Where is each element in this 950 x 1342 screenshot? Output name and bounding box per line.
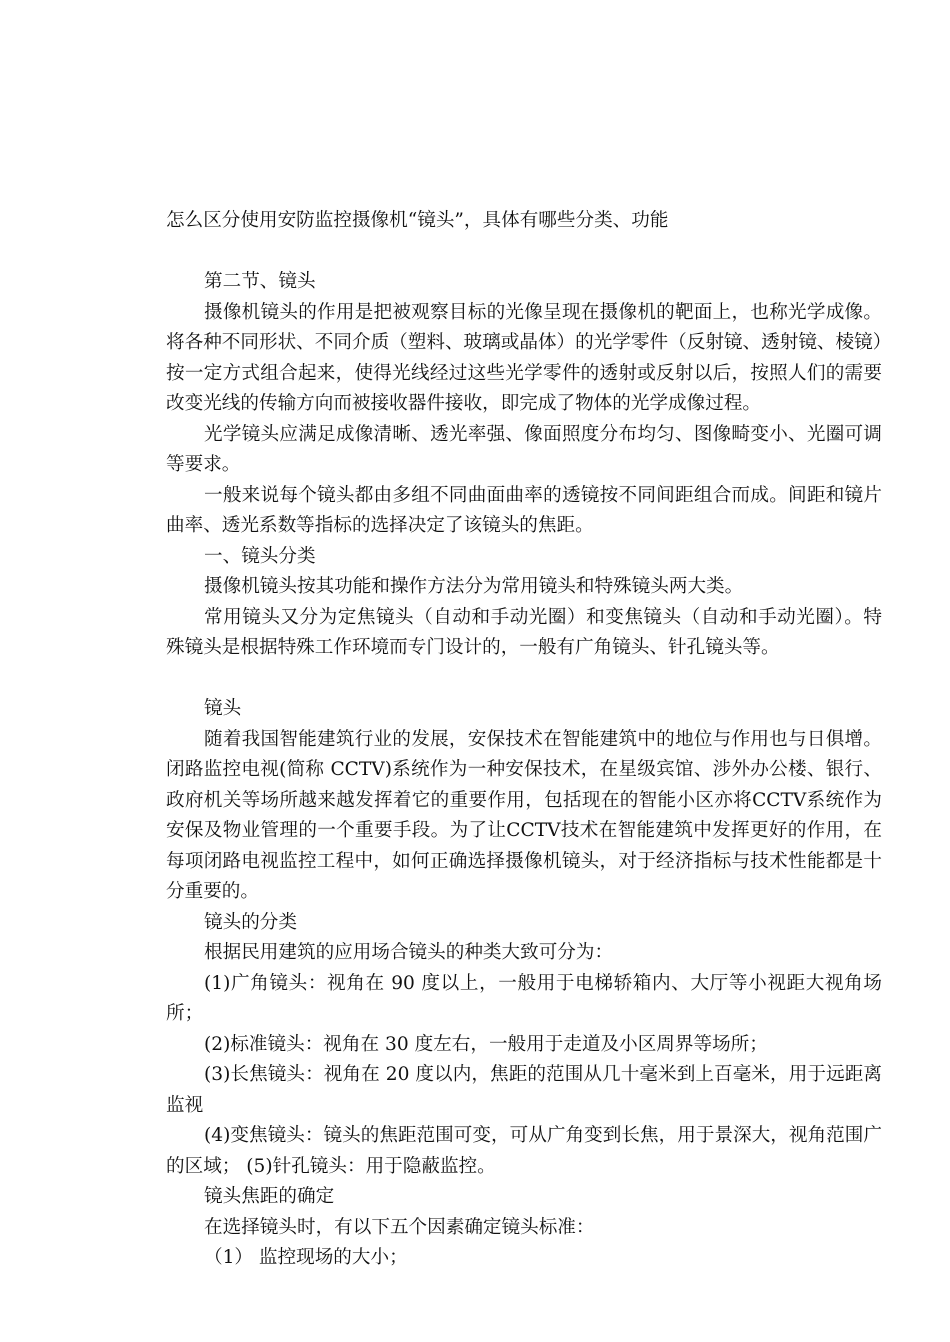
lens-type-standard: (2)标准镜头：视角在 30 度左右，一般用于走道及小区周界等场所； [204, 1033, 768, 1055]
section2-paragraph-3: 一般来说每个镜头都由多组不同曲面曲率的透镜按不同间距组合而成。间距和镜片曲率、透光系数等指标的选择决定了该镜头的焦距。 [166, 484, 882, 536]
classification-paragraph-1: 摄像机镜头按其功能和操作方法分为常用镜头和特殊镜头两大类。 [204, 576, 744, 597]
lens-type-wide-angle: (1)广角镜头：视角在 90 度以上，一般用于电梯轿箱内、大厅等小视距大视角场所； [166, 972, 882, 1024]
lens-heading: 镜头 [204, 698, 242, 719]
section2-paragraph-1: 摄像机镜头的作用是把被观察目标的光像呈现在摄像机的靶面上，也称光学成像。将各种不同形状、不同介质（塑料、玻璃或晶体）的光学零件（反射镜、透射镜、棱镜）按一定方式组合起来，使得光线经过这些光学零件的透射或反射以后，按照人们的需要改变光线的传输方向而被接收器件接收，即完成了物体的光学成像过程。 [166, 301, 882, 414]
blank-line [166, 664, 882, 695]
lens-type-zoom-pinhole: (4)变焦镜头：镜头的焦距范围可变，可从广角变到长焦，用于景深大，视角范围广的区域； (5)针孔镜头：用于隐蔽监控。 [166, 1125, 882, 1177]
lens-paragraph-1: 随着我国智能建筑行业的发展，安保技术在智能建筑中的地位与作用也与日俱增。闭路监控电视(简称 CCTV)系统作为一种安保技术，在星级宾馆、涉外办公楼、银行、政府机关等场所越来越发挥着它的重要作用，包括现在的智能小区亦将CCTV系统作为安保及物业管理的一个重要手段。为了让CCTV技术在智能建筑中发挥更好的作用，在每项闭路电视监控工程中，如何正确选择摄像机镜头，对于经济指标与技术性能都是十分重要的。 [166, 728, 882, 902]
section2-heading: 第二节、镜头 [204, 271, 316, 292]
classification-heading: 一、镜头分类 [204, 545, 316, 567]
focal-length-heading: 镜头焦距的确定 [204, 1186, 335, 1207]
classification-paragraph-2: 常用镜头又分为定焦镜头（自动和手动光圈）和变焦镜头（自动和手动光圈）。特殊镜头是根据特殊工作环境而专门设计的，一般有广角镜头、针孔镜头等。 [166, 606, 882, 658]
factor-item-1: （1） 监控现场的大小； [204, 1247, 408, 1268]
lens-types-intro: 根据民用建筑的应用场合镜头的种类大致可分为： [204, 942, 614, 963]
document-body [166, 206, 882, 1274]
lens-type-telephoto: (3)长焦镜头：视角在 20 度以内，焦距的范围从几十毫米到上百毫米，用于远距离监视 [166, 1064, 882, 1116]
focal-length-intro: 在选择镜头时，有以下五个因素确定镜头标准： [204, 1216, 595, 1238]
blank-line [166, 237, 882, 268]
document-title: 怎么区分使用安防监控摄像机“镜头”，具体有哪些分类、功能 [166, 210, 669, 231]
lens-types-heading: 镜头的分类 [204, 911, 297, 933]
section2-paragraph-2: 光学镜头应满足成像清晰、透光率强、像面照度分布均匀、图像畸变小、光圈可调等要求。 [166, 423, 882, 475]
